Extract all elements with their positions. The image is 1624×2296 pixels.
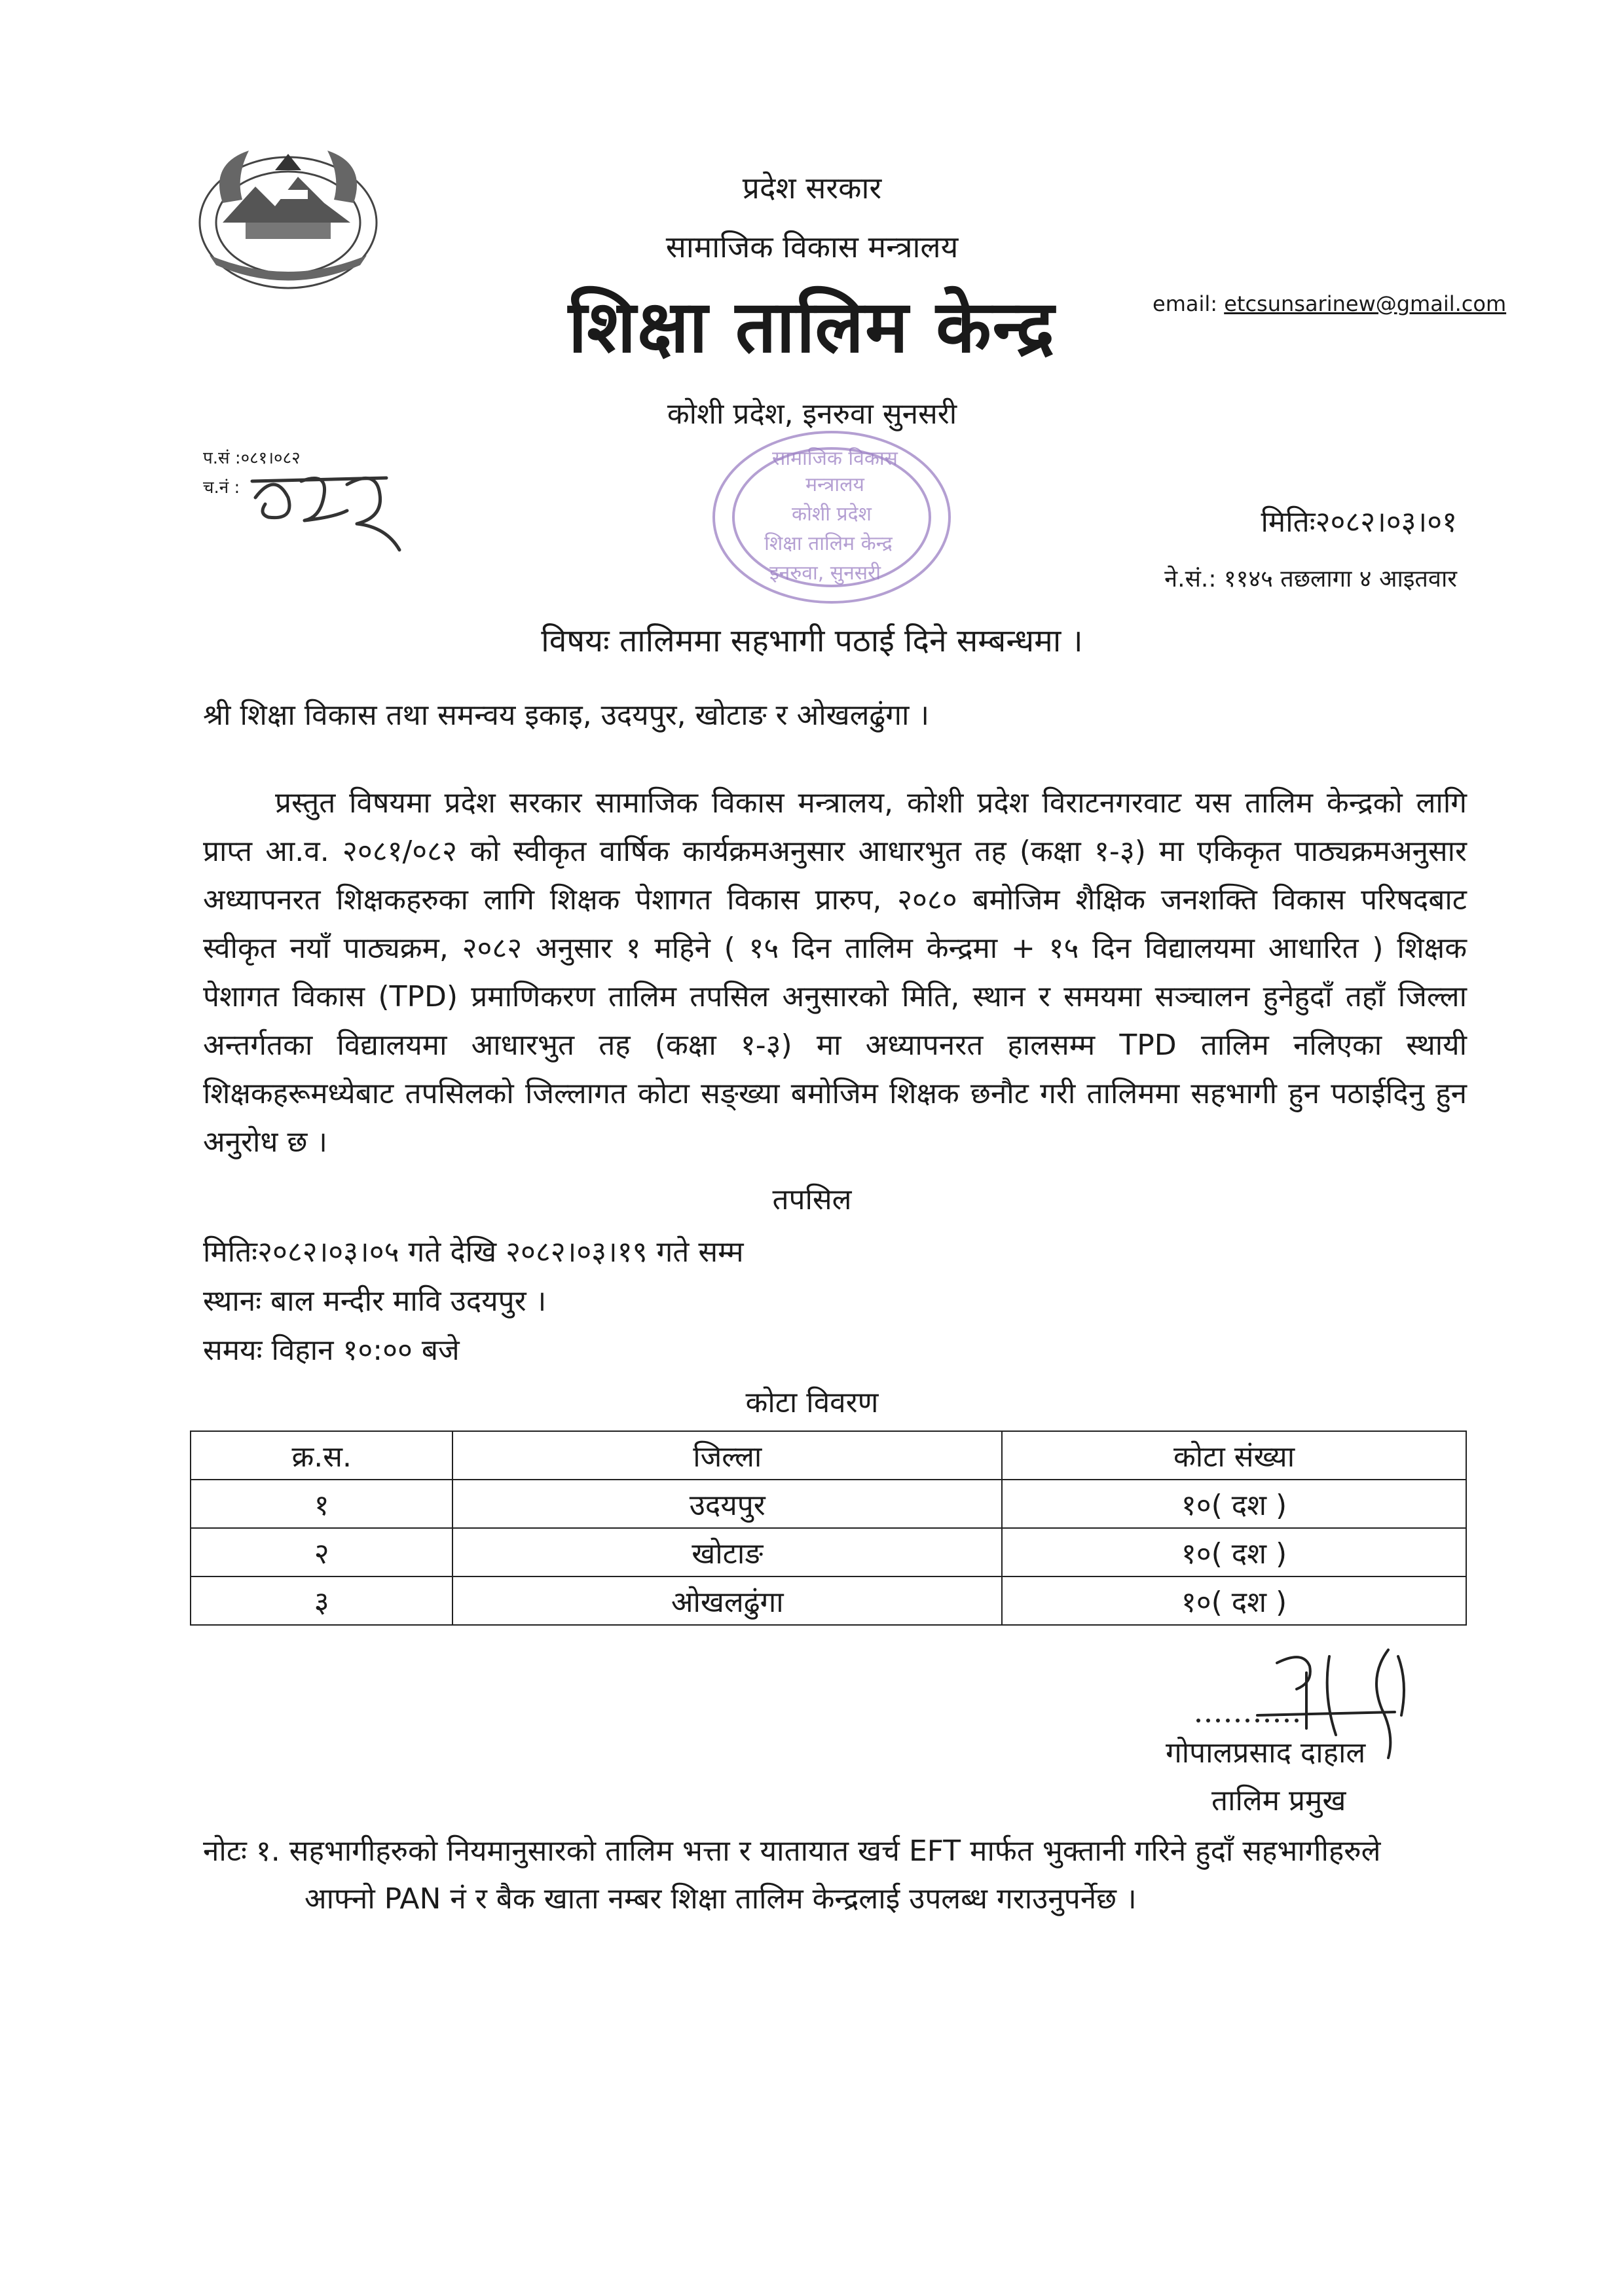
reference-number: प.सं :०८१।०८२ bbox=[203, 448, 301, 468]
office-address: कोशी प्रदेश, इनरुवा सुनसरी bbox=[667, 397, 957, 431]
schedule-date-label: मितिः bbox=[203, 1235, 258, 1269]
cell-sn: ३ bbox=[191, 1576, 452, 1625]
schedule-date-from: २०८२।०३।०५ bbox=[257, 1235, 399, 1269]
office-stamp-icon bbox=[694, 419, 969, 615]
body-paragraph: प्रस्तुत विषयमा प्रदेश सरकार सामाजिक विकास मन्त्रालय, कोशी प्रदेश विराटनगरवाट यस तालिम केन्द्रको लागि प्राप्त आ.व. २०८१/०८२ को स्वीकृत वार्षिक कार्यक्रमअनुसार आधारभुत तह (कक्षा १-३) मा एकिकृत पाठ्यक्रमअनुसार अध्यापनरत शिक्षकहरुका लागि शिक्षक पेशागत विकास प्रारुप, २०८० बमोजिम शैक्षिक जनशक्ति विकास परिषदबाट स्वीकृत नयाँ पाठ्यक्रम, २०८२ अनुसार १ महिने ( १५ दिन तालिम केन्द्रमा + १५ दिन विद्यालयमा आधारित ) शिक्षक पेशागत विकास (TPD) प्रमाणिकरण तालिम तपसिल अनुसारको मिति, स्थान र समयमा सञ्चालन हुनेहुदाँ तहाँ जिल्ला अन्तर्गतका विद्यालयमा आधारभुत तह (कक्षा १-३) मा अध्यापनरत हालसम्म TPD तालिम नलिएका स्थायी शिक्षकहरूमध्येबाट तपसिलको जिल्लागत कोटा सङ्ख्या बमोजिम शिक्षक छनौट गरी तालिममा सहभागी हुन पठाईदिनु हुन अनुरोध छ । bbox=[203, 786, 1467, 1159]
table-row bbox=[191, 1576, 1466, 1625]
svg-text:मन्त्रालय: मन्त्रालय bbox=[805, 473, 864, 496]
cell-sn: १ bbox=[191, 1480, 452, 1528]
svg-text:सामाजिक विकास: सामाजिक विकास bbox=[772, 447, 898, 470]
schedule-venue-label: स्थानः bbox=[203, 1285, 262, 1318]
cell-quota: १०( दश ) bbox=[1002, 1528, 1466, 1576]
svg-text:शिक्षा तालिम केन्द्र: शिक्षा तालिम केन्द्र bbox=[764, 532, 893, 555]
letter-date: मितिः२०८२।०३।०१ bbox=[1261, 505, 1457, 539]
column-header-sn: क्र.स. bbox=[191, 1431, 452, 1480]
nepal-era-date: ने.सं.: ११४५ तछलागा ४ आइतवार bbox=[1164, 566, 1457, 592]
quota-table bbox=[190, 1430, 1467, 1626]
schedule-heading: तपसिल bbox=[772, 1183, 852, 1216]
quota-table-header-row bbox=[191, 1431, 1466, 1480]
email-link[interactable]: etcsunsarinew@gmail.com bbox=[1224, 291, 1507, 316]
addressee: श्री शिक्षा विकास तथा समन्वय इकाइ, उदयपुर, खोटाङ र ओखलढुंगा । bbox=[203, 699, 930, 732]
letter-subject: विषयः तालिममा सहभागी पठाई दिने सम्बन्धमा । bbox=[541, 623, 1083, 659]
office-name: शिक्षा तालिम केन्द्र bbox=[568, 285, 1056, 369]
svg-text:कोशी प्रदेश: कोशी प्रदेश bbox=[792, 503, 872, 526]
column-header-district: जिल्ला bbox=[452, 1431, 1002, 1480]
svg-text:इनरुवा, सुनसरी: इनरुवा, सुनसरी bbox=[769, 562, 881, 585]
schedule-venue: बाल मन्दीर मावि उदयपुर । bbox=[270, 1285, 547, 1318]
quota-heading: कोटा विवरण bbox=[745, 1386, 879, 1419]
dispatch-number-handwritten-icon bbox=[249, 458, 406, 556]
note-line-1: नोटः १. सहभागीहरुको नियमानुसारको तालिम भत्ता र यातायात खर्च EFT मार्फत भुक्तानी गरिने हुदाँ सहभागीहरुले bbox=[203, 1834, 1381, 1868]
schedule-time-label: समयः bbox=[203, 1334, 263, 1367]
dispatch-number-label: च.नं : bbox=[203, 478, 240, 498]
cell-quota: १०( दश ) bbox=[1002, 1480, 1466, 1528]
signatory-title: तालिम प्रमुख bbox=[1211, 1784, 1346, 1817]
schedule-date-row bbox=[203, 1231, 744, 1270]
note-line-2: आफ्नो PAN नं र बैक खाता नम्बर शिक्षा तालिम केन्द्रलाई उपलब्ध गराउनुपर्नेछ । bbox=[304, 1882, 1137, 1916]
schedule-from-word: गते देखि bbox=[408, 1235, 497, 1269]
schedule-date-to: २०८२।०३।१९ bbox=[506, 1235, 648, 1269]
cell-quota: १०( दश ) bbox=[1002, 1576, 1466, 1625]
email-label: email: bbox=[1153, 291, 1218, 316]
schedule-to-word: गते सम्म bbox=[656, 1235, 744, 1269]
email-block bbox=[1153, 291, 1506, 316]
schedule-venue-row bbox=[203, 1280, 546, 1319]
column-header-quota: कोटा संख्या bbox=[1002, 1431, 1466, 1480]
schedule-time-row bbox=[203, 1329, 460, 1368]
office-header-line-1: प्रदेश सरकार bbox=[742, 170, 882, 206]
cell-district: उदयपुर bbox=[452, 1480, 1002, 1528]
table-row bbox=[191, 1480, 1466, 1528]
government-emblem-icon bbox=[183, 124, 393, 301]
signatory-name: गोपालप्रसाद दाहाल bbox=[1166, 1736, 1366, 1770]
table-row bbox=[191, 1528, 1466, 1576]
office-header-line-2: सामाजिक विकास मन्त्रालय bbox=[665, 229, 959, 264]
cell-sn: २ bbox=[191, 1528, 452, 1576]
schedule-time: विहान १०:०० बजे bbox=[271, 1334, 460, 1367]
cell-district: ओखलढुंगा bbox=[452, 1576, 1002, 1625]
cell-district: खोटाङ bbox=[452, 1528, 1002, 1576]
